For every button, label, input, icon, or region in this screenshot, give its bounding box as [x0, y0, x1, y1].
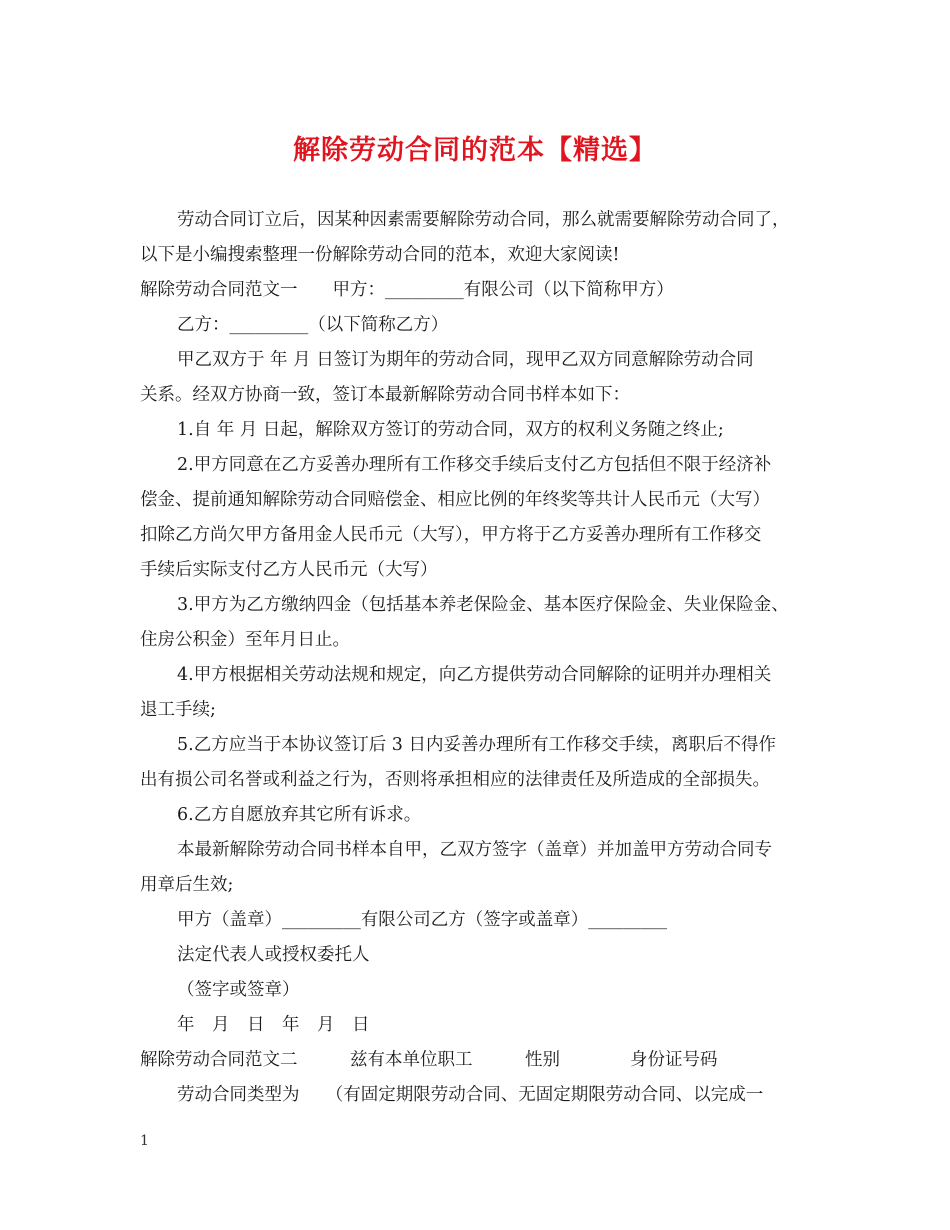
clause-line: 2.甲方同意在乙方妥善办理所有工作移交手续后支付乙方包括但不限于经济补	[177, 455, 772, 475]
signature-line: 法定代表人或授权委托人	[177, 945, 370, 965]
date-line: 年 月 日 年 月 日	[177, 1015, 370, 1035]
clause-line: 4.甲方根据相关劳动法规和规定，向乙方提供劳动合同解除的证明并办理相关	[177, 665, 772, 685]
clause-line: 住房公积金）至年月日止。	[140, 630, 350, 650]
document-title: 解除劳动合同的范本【精选】	[293, 135, 657, 166]
clause-line: 5.乙方应当于本协议签订后 3 日内妥善办理所有工作移交手续，离职后不得作	[177, 735, 776, 755]
clause-line: 偿金、提前通知解除劳动合同赔偿金、相应比例的年终奖等共计人民币元（大写）	[140, 490, 770, 510]
clause-line: 3.甲方为乙方缴纳四金（包括基本养老保险金、基本医疗保险金、失业保险金、	[177, 595, 789, 615]
paragraph-line: 甲乙双方于 年 月 日签订为期年的劳动合同，现甲乙双方同意解除劳动合同	[177, 350, 754, 370]
paragraph-line: 劳动合同订立后，因某种因素需要解除劳动合同，那么就需要解除劳动合同了，	[177, 210, 790, 230]
paragraph-line: 本最新解除劳动合同书样本自甲，乙双方签字（盖章）并加盖甲方劳动合同专	[177, 840, 772, 860]
paragraph-line: 乙方：_________（以下简称乙方）	[177, 315, 449, 335]
section-heading-line: 解除劳动合同范文一 甲方：_________有限公司（以下简称甲方）	[140, 280, 674, 300]
clause-line: 1.自 年 月 日起，解除双方签订的劳动合同，双方的权利义务随之终止;	[177, 420, 724, 440]
page-number: 1	[140, 1133, 149, 1149]
clause-line: 手续后实际支付乙方人民币元（大写）	[140, 560, 438, 580]
paragraph-line: 用章后生效;	[140, 875, 234, 895]
clause-line: 扣除乙方尚欠甲方备用金人民币元（大写），甲方将于乙方妥善办理所有工作移交	[140, 525, 762, 545]
paragraph-line: 关系。经双方协商一致，签订本最新解除劳动合同书样本如下：	[140, 385, 630, 405]
section-heading-line: 解除劳动合同范文二 兹有本单位职工 性别 身份证号码	[140, 1050, 718, 1070]
signature-line: （签字或签章）	[177, 980, 300, 1000]
clause-line: 退工手续;	[140, 700, 216, 720]
document-body	[140, 203, 840, 1113]
paragraph-line: 劳动合同类型为 （有固定期限劳动合同、无固定期限劳动合同、以完成一	[177, 1085, 764, 1105]
clause-line: 出有损公司名誉或利益之行为，否则将承担相应的法律责任及所造成的全部损失。	[140, 770, 770, 790]
paragraph-line: 以下是小编搜索整理一份解除劳动合同的范本，欢迎大家阅读!	[140, 245, 620, 265]
signature-line: 甲方（盖章）_________有限公司乙方（签字或盖章）_________	[177, 910, 667, 930]
clause-line: 6.乙方自愿放弃其它所有诉求。	[177, 805, 422, 825]
